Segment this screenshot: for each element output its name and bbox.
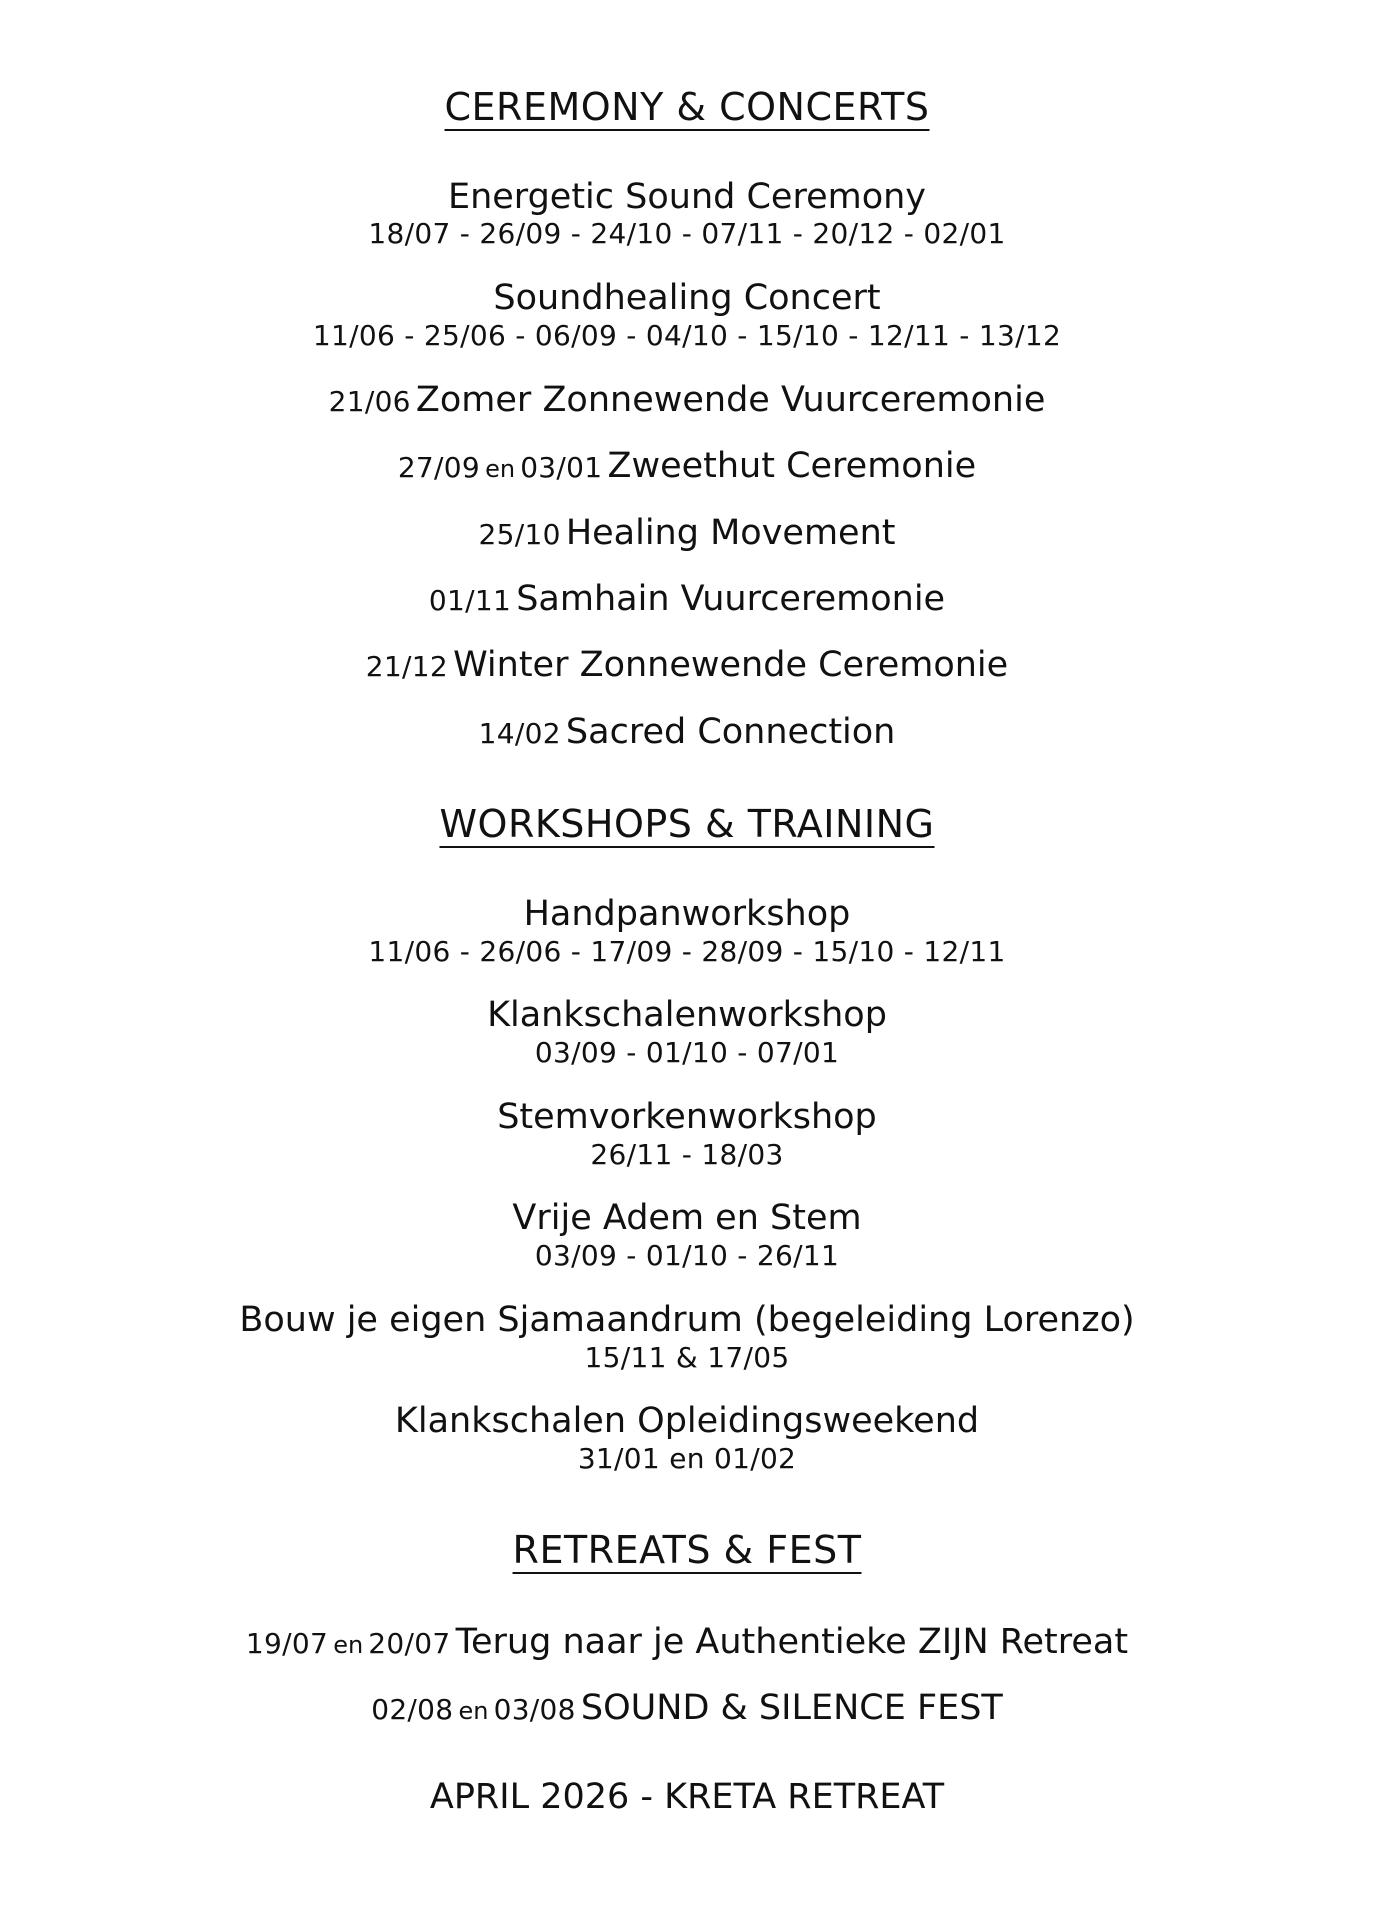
event-name: Stemvorkenworkshop [497,1097,877,1137]
event-name: Sacred Connection [565,712,896,752]
dated-event [0,446,1374,486]
dated-event [0,579,1374,619]
event-date: 21/06 [328,385,411,418]
event-name: Zweethut Ceremonie [607,446,977,486]
event-name: Winter Zonnewende Ceremonie [453,645,1009,685]
section-title-workshops: WORKSHOPS & TRAINING [439,802,935,846]
dated-event [0,380,1374,420]
event-name: Terug naar je Authentieke ZIJN Retreat [455,1622,1129,1662]
section-title-retreats: RETREATS & FEST [512,1528,862,1572]
event-date: 01/11 [428,584,512,617]
dated-event [0,1622,1374,1662]
event-name: Energetic Sound Ceremony [447,177,927,217]
event-dates: 18/07 - 26/09 - 24/10 - 07/11 - 20/12 - 02/01 [368,217,1006,250]
date-separator: en [333,1631,364,1659]
event-name: Handpanworkshop [523,894,851,934]
event-name: Bouw je eigen Sjamaandrum (begeleiding Lorenzo) [239,1300,1135,1340]
event-date: 25/10 [478,518,561,551]
event-name: Klankschalen Opleidingsweekend [394,1401,980,1441]
event-date: 02/08 [371,1693,454,1726]
event-dates: 15/11 & 17/05 [584,1341,790,1374]
event-dates: 31/01 en 01/02 [577,1442,797,1475]
event-date: 20/07 [368,1627,451,1660]
event-date: 19/07 [245,1627,329,1660]
dated-event [0,513,1374,553]
event-dates: 03/09 - 01/10 - 26/11 [534,1239,840,1272]
event-dates: 26/11 - 18/03 [590,1138,784,1171]
section-title-ceremony: CEREMONY & CONCERTS [444,85,930,129]
closing-retreat-line: APRIL 2026 - KRETA RETREAT [429,1777,945,1817]
dated-event [0,645,1374,685]
event-dates: 03/09 - 01/10 - 07/01 [534,1036,840,1069]
date-separator: en [458,1697,489,1725]
event-name: Soundhealing Concert [493,278,881,318]
event-date: 03/01 [520,451,603,484]
dated-event [0,712,1374,752]
dated-event [0,1688,1374,1728]
event-date: 03/08 [493,1693,576,1726]
event-dates: 11/06 - 26/06 - 17/09 - 28/09 - 15/10 - 12/11 [368,935,1006,968]
date-separator: en [485,455,516,483]
event-name: Zomer Zonnewende Vuurceremonie [415,380,1046,420]
event-name: Healing Movement [565,513,896,553]
event-dates: 11/06 - 25/06 - 06/09 - 04/10 - 15/10 - 12/11 - 13/12 [312,319,1062,352]
event-name: SOUND & SILENCE FEST [580,1688,1003,1728]
event-name: Klankschalenworkshop [487,995,887,1035]
event-date: 14/02 [478,717,561,750]
event-name: Samhain Vuurceremonie [516,579,946,619]
event-name: Vrije Adem en Stem [512,1198,862,1238]
event-date: 21/12 [365,650,448,683]
event-date: 27/09 [397,451,481,484]
